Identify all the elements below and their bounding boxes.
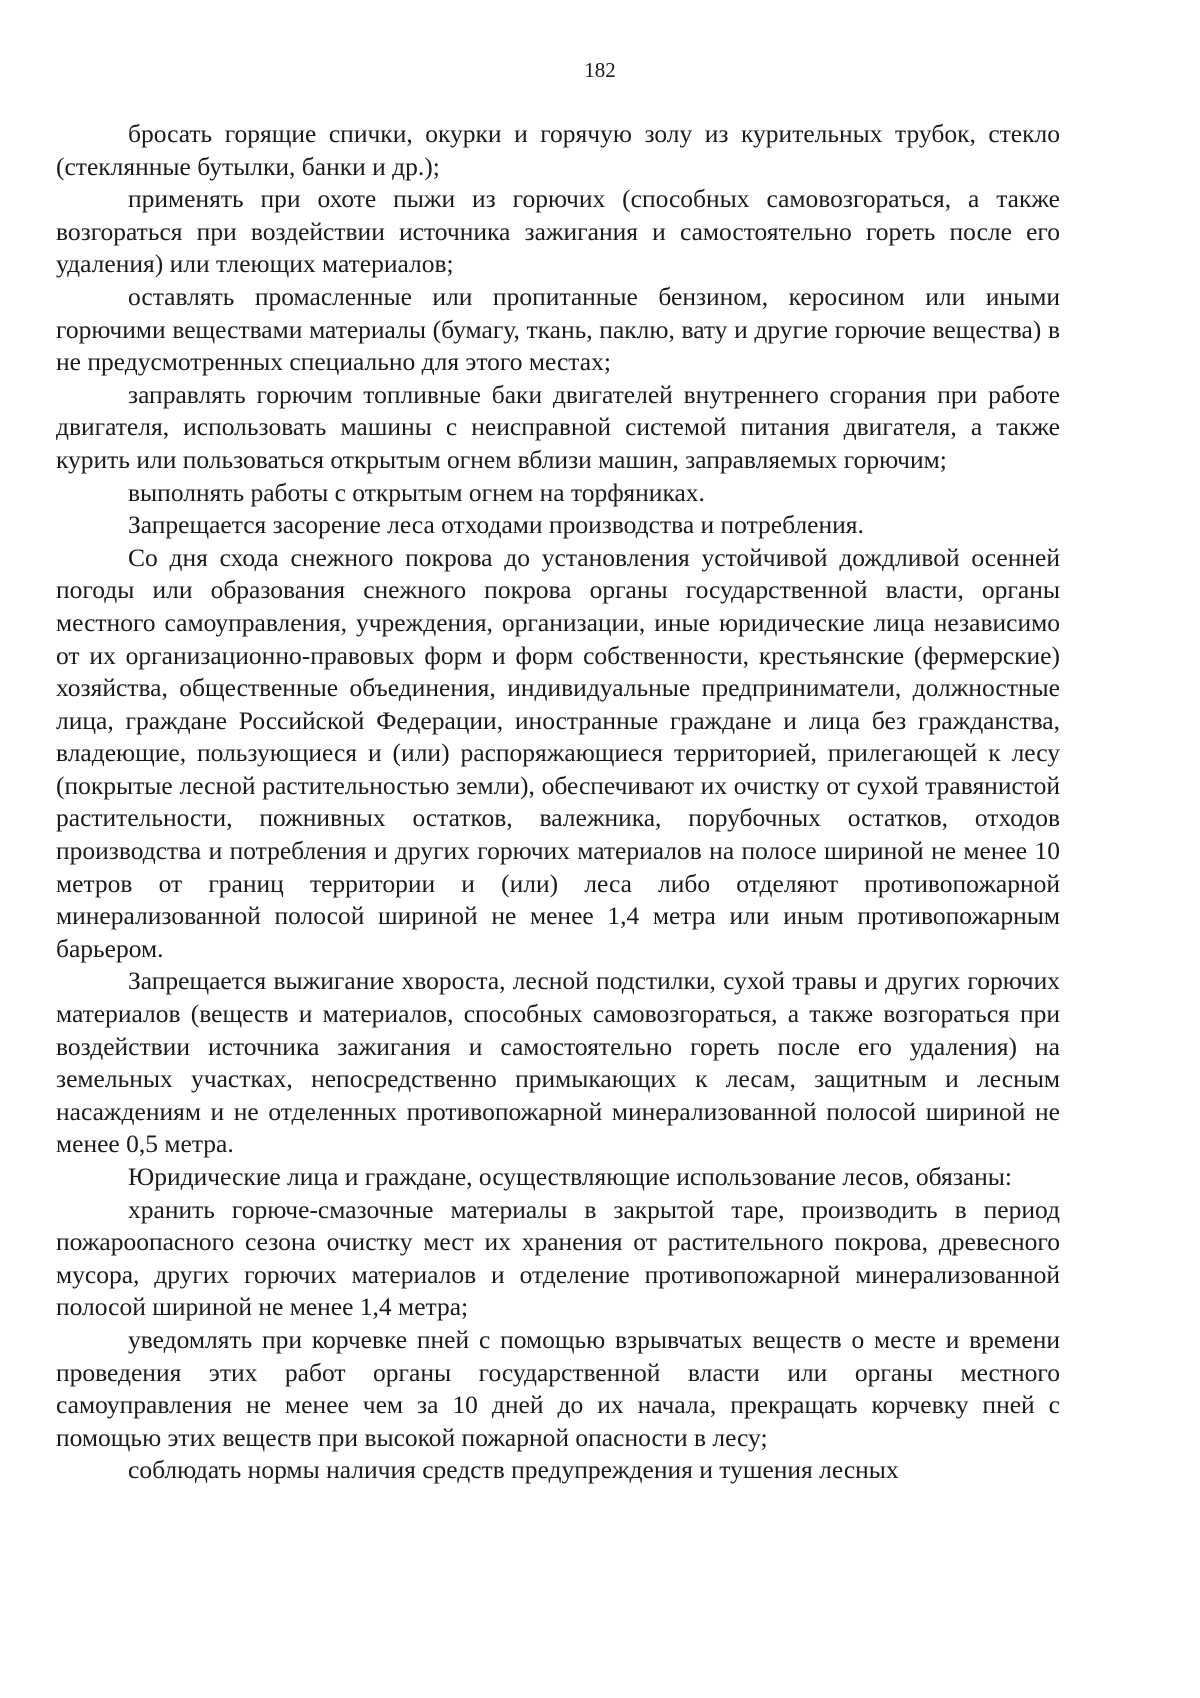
paragraph-ban-peat-fire-work: выполнять работы с открытым огнем на торфяниках. [128,477,705,507]
paragraph-ban-burning: Запрещается выжигание хвороста, лесной подстилки, сухой травы и других горючих материалов (веществ и материалов, способных самовозгораться, а также возгораться при воздействии источника зажигания и самостоятельно гореть после его удаления) на земельных участках, непосредственно примыкающих к лесам, защитным и лесным насаждениям и не отделенных противопожарной минерализованной полосой шириной не менее 0,5 метра. [56,966,1060,1159]
paragraph-ban-refueling: заправлять горючим топливные баки двигателей внутреннего сгорания при работе двигателя, использовать машины с неисправной системой питания двигателя, а также курить или пользоваться открытым огнем вблизи машин, заправляемых горючим; [56,379,1060,474]
paragraph-ban-oiled-materials: оставлять промасленные или пропитанные бензином, керосином или иными горючими веществами материалы (бумагу, ткань, паклю, вату и другие горючие вещества) в не предусмотренных специально для этого местах; [56,281,1060,377]
body-text [56,118,1060,1487]
paragraph-ban-littering: Запрещается засорение леса отходами производства и потребления. [128,510,864,540]
paragraph-equipment-norms: соблюдать нормы наличия средств предупреждения и тушения лесных [128,1455,899,1485]
paragraph-ban-hunting-wads: применять при охоте пыжи из горючих (способных самовозгораться, а также возгораться при воздействии источника зажигания и самостоятельно гореть после его удаления) или тлеющих материалов; [56,184,1060,279]
paragraph-obligations-intro: Юридические лица и граждане, осуществляющие использование лесов, обязаны: [128,1162,1012,1191]
page-number: 182 [584,58,616,82]
paragraph-ban-smoking-materials: бросать горящие спички, окурки и горячую золу из курительных трубок, стекло (стеклянные бутылки, банки и др.); [56,119,1060,181]
paragraph-explosives-notice: уведомлять при корчевке пней с помощью взрывчатых веществ о месте и времени проведения этих работ органы государственной власти или органы местного самоуправления не менее чем за 10 дней до их начала, прекращать корчевку пней с помощью этих веществ при высокой пожарной опасности в лесу; [56,1324,1060,1452]
paragraph-fuel-storage: хранить горюче-смазочные материалы в закрытой таре, производить в период пожароопасного сезона очистку мест их хранения от растительного покрова, древесного мусора, других горючих материалов и отделение противопожарной минерализованной полосой шириной не менее 1,4 метра; [56,1194,1060,1322]
paragraph-clearing-duty: Со дня схода снежного покрова до установления устойчивой дождливой осенней погоды или образования снежного покрова органы государственной власти, органы местного самоуправления, учреждения, организации, иные юридические лица независимо от их организационно-правовых форм и форм собственности, крестьянские (фермерские) хозяйства, общественные объединения, индивидуальные предприниматели, должностные лица, граждане Российской Федерации, иностранные граждане и лица без гражданства, владеющие, пользующиеся и (или) распоряжающиеся территорией, прилегающей к лесу (покрытые лесной растительностью земли), обеспечивают их очистку от сухой травянистой растительности, пожнивных остатков, валежника, порубочных остатков, отходов производства и потребления и других горючих материалов на полосе шириной не менее 10 метров от границ территории и (или) леса либо отделяют противопожарной минерализованной полосой шириной не менее 1,4 метра или иным противопожарным барьером. [56,542,1060,963]
